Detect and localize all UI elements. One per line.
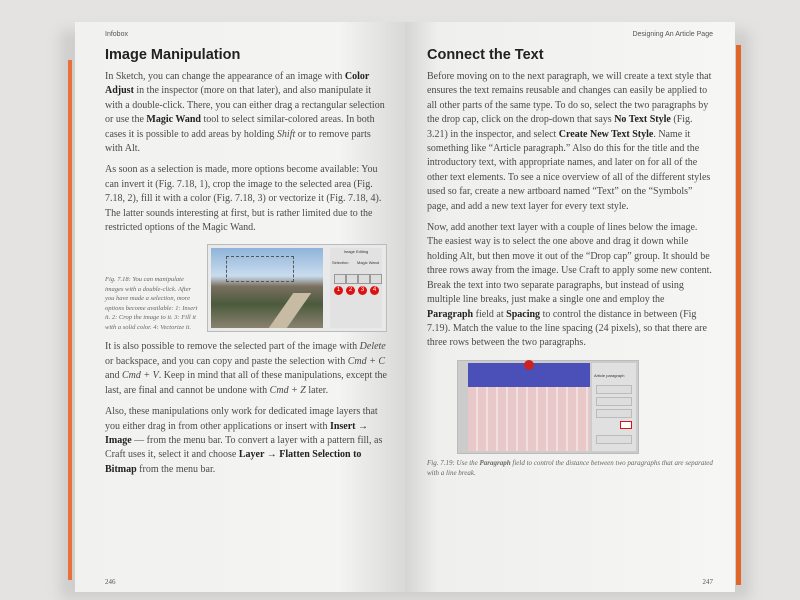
vectorize-icon [370, 274, 382, 284]
text-run: Before moving on to the next paragraph, we will create a text style that ensures the text remains reusable and changes can easily be applied to all other parts of the same type. To do so, select the two paragraphs by the drop cap, click on the drop-down that says [427, 71, 712, 126]
inspector-row [596, 397, 632, 406]
book-edge-left [68, 60, 72, 580]
text-run: or backspace, and you can copy and paste the selection with [105, 355, 348, 367]
text-run: Fig. 7.19: Use the [427, 458, 480, 467]
text-run: in the inspector (more on that later), and also manipulate it with a double-click. There, you can either drag a rectangular selection or use the [105, 85, 385, 126]
panel-title: Image Editing [343, 249, 369, 255]
text-run: As soon as a selection is made, more options become available: You can invert it (Fig. 7.18, 1), crop the image to the selected area (Fig. 7.18, 2), fill it with a color (Fig. 7.18, 3) or vectorize it (Fig. 7.18, 4). The latter sounds interesting at first, but is rather limited due to the restricted options of the Magic Wand. [105, 164, 382, 234]
text-style-select: Article paragraph [594, 372, 625, 378]
text-run: Also, these manipulations only work for dedicated image layers that you either drag in from other applications or insert with [105, 406, 378, 432]
right-page [405, 22, 735, 592]
selection-marquee [226, 256, 294, 282]
bold-term: Magic Wand [146, 114, 201, 126]
harbor-photo [211, 248, 323, 328]
text-run: . Keep in mind that all of these manipulations, except the last, are final and cannot be undone with [105, 370, 387, 396]
text-run: In Sketch, you can change the appearance of an image with [105, 71, 345, 82]
text-run: later. [305, 384, 329, 396]
running-head: Designing An Article Page [632, 31, 713, 38]
invert-icon [334, 274, 346, 284]
text-run: field to control the distance between two paragraphs that are separated with a line break. [427, 458, 713, 477]
crop-icon [346, 274, 358, 284]
text-run: — from the menu bar. To convert a layer with a pattern fill, as Craft uses it, select it and choose [105, 434, 383, 461]
text-run: (Fig. 3.21) in the inspector, and select [427, 114, 693, 140]
paragraph [105, 70, 391, 156]
figure-caption [427, 458, 713, 478]
bold-term: Create New Text Style [558, 128, 654, 140]
text-run: to control the distance in between (Fig 7.19). Match the value to the line spacing (24 pixels), so that there are three rows between the two paragraphs. [427, 308, 707, 349]
inspector-row [596, 409, 632, 418]
bold-term: No Text Style [614, 114, 671, 126]
fill-icon [358, 274, 370, 284]
paragraph-spacing-field [620, 421, 632, 429]
figure-row [105, 244, 391, 332]
balloon-header [468, 363, 590, 387]
section-title: Connect the Text [427, 47, 544, 63]
image-editing-panel [330, 248, 382, 328]
paragraph [105, 163, 391, 235]
paragraph [105, 405, 391, 477]
page-number: 247 [702, 578, 713, 586]
paragraph [427, 70, 713, 214]
text-run: or to remove parts with Alt. [105, 128, 371, 155]
balloon-icon [524, 360, 534, 370]
tool-selection: Selection [332, 260, 349, 266]
book-edge-right [736, 45, 741, 585]
bold-term: Insert → Image [105, 420, 369, 446]
running-head: Infobox [105, 31, 128, 38]
inspector-panel [592, 363, 636, 451]
text-run: and [105, 370, 122, 382]
paragraph [105, 340, 391, 398]
text-run: from the menu bar. [136, 463, 216, 475]
inspector-row [596, 435, 632, 444]
paragraph [427, 221, 713, 351]
italic-term: Cmd + Z [269, 384, 306, 396]
text-run: tool to select similar-colored areas. In both cases it is possible to add areas by holding [105, 114, 375, 140]
marker-2: 2 [346, 286, 355, 295]
figure-7-19 [457, 360, 639, 454]
italic-term: Delete [359, 341, 386, 353]
text-run: It is also possible to remove the selected part of the image with [105, 341, 360, 353]
tool-magic-wand: Magic Wand [357, 260, 380, 266]
figure-caption: Fig. 7.18: You can manipulate images with a double-click. After you have made a selection, more options become available: 1: Insert it. 2: Crop the image to it. 3: Fill it with a solid color. 4: Vectorize it. [105, 276, 198, 331]
marker-1: 1 [334, 286, 343, 295]
italic-term: Cmd + C [347, 355, 386, 367]
page-number: 246 [105, 578, 116, 586]
italic-term: Cmd + V [121, 370, 159, 382]
bold-term: Layer → Flatten Selection to Bitmap [105, 449, 362, 475]
left-body-top [105, 70, 391, 242]
text-area-grid [468, 387, 590, 451]
marker-3: 3 [358, 286, 367, 295]
bold-term: Spacing [506, 308, 541, 320]
bold-term: Paragraph [479, 458, 511, 467]
marker-4: 4 [370, 286, 379, 295]
text-run: . Name it something like “Article paragraph.” Also do this for the title and the introductory text, with appropriate names, and later on for all of the other text elements. To see a nice overview of all of the different styles used so far, create a new artboard named “Text” on the “Symbols” page, and add a new text layer for every text style. [427, 128, 711, 212]
section-title: Image Manipulation [105, 47, 241, 63]
text-run: field at [473, 308, 507, 320]
bold-term: Paragraph [427, 308, 474, 320]
left-body-bottom [105, 340, 391, 484]
text-run: Now, add another text layer with a couple of lines below the image. The easiest way is to select the one above and drag it down while holding Alt, but then move it out of the “Drop cap” group. It should be three rows away from the image. Use Craft to apply some new content. Break the text into two separate paragraphs, but instead of using multiple line breaks, just make a single one and employ the [427, 222, 712, 306]
figure-7-18 [207, 244, 387, 332]
right-body [427, 70, 713, 358]
left-page [75, 22, 405, 592]
italic-term: Shift [276, 128, 296, 140]
road [269, 293, 312, 328]
inspector-row [596, 385, 632, 394]
bold-term: Color Adjust [105, 71, 370, 97]
